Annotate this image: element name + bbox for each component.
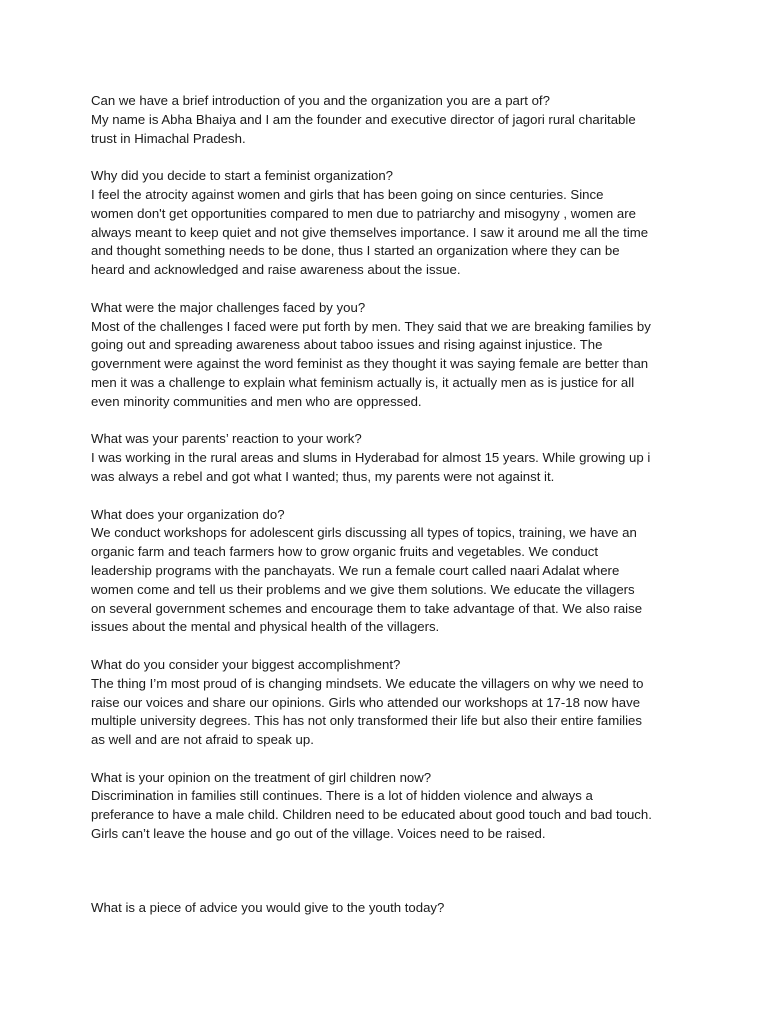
answer-line: women come and tell us their problems and we give them solutions. We educate the villagers [91,581,635,597]
qa-section-why-feminist [91,167,755,280]
answer-line: heard and acknowledged and raise awareness about the issue. [91,262,461,278]
answer-line: as well and are not afraid to speak up. [91,732,314,748]
answer-line: always meant to keep quiet and not give themselves importance. I saw it around me all the time [91,224,649,240]
answer-line: My name is Abha Bhaiya and I am the founder and executive director of jagori rural charitable [91,111,636,127]
answer-line: men it was a challenge to explain what feminism actually is, it actually men as is justice for all [91,374,635,390]
answer-line: Discrimination in families still continues. There is a lot of hidden violence and always a [91,788,593,804]
answer-line: leadership programs with the panchayats. We run a female court called naari Adalat where [91,562,620,578]
answer-line: The thing I’m most proud of is changing mindsets. We educate the villagers on why we need to [91,675,644,691]
qa-section-advice [91,899,755,918]
answer-line: going out and spreading awareness about taboo issues and rising against injustice. The [91,337,603,353]
answer-line: raise our voices and share our opinions. Girls who attended our workshops at 17-18 now have [91,694,641,710]
qa-section-challenges [91,299,755,412]
answer-line: government were against the word feminist as they thought it was saying female are better than [91,356,649,372]
qa-section-girl-children [91,769,755,844]
qa-section-parents-reaction [91,430,755,486]
question-text: What is your opinion on the treatment of girl children now? [91,769,432,785]
answer-line: women don't get opportunities compared to men due to patriarchy and misogyny , women are [91,205,636,221]
question-text: What does your organization do? [91,506,285,522]
qa-section-introduction [91,92,755,148]
answer-line: preferance to have a male child. Children need to be educated about good touch and bad touch. [91,807,652,823]
answer-line: Most of the challenges I faced were put forth by men. They said that we are breaking families by [91,318,651,334]
answer-line: issues about the mental and physical health of the villagers. [91,619,440,635]
question-text: Can we have a brief introduction of you and the organization you are a part of? [91,93,550,108]
answer-line: organic farm and teach farmers how to grow organic fruits and vegetables. We conduct [91,544,599,560]
answer-line: was always a rebel and got what I wanted; thus, my parents were not against it. [91,468,555,484]
answer-line: and thought something needs to be done, thus I started an organization where they can be [91,243,620,259]
blank-space [91,863,755,899]
document-page [91,92,755,936]
answer-line: on several government schemes and encourage them to take advantage of that. We also raise [91,600,643,616]
answer-line: I feel the atrocity against women and girls that has been going on since centuries. Since [91,186,604,202]
question-text: What were the major challenges faced by you? [91,299,366,315]
answer-line: We conduct workshops for adolescent girls discussing all types of topics, training, we have an [91,525,637,541]
qa-section-accomplishment [91,656,755,750]
answer-line: even minority communities and men who are oppressed. [91,393,422,409]
answer-line: multiple university degrees. This has not only transformed their life but also their entire families [91,713,642,729]
answer-line: Girls can’t leave the house and go out of the village. Voices need to be raised. [91,826,546,842]
answer-line: I was working in the rural areas and slums in Hyderabad for almost 15 years. While growing up i [91,450,651,466]
question-text: What do you consider your biggest accomplishment? [91,656,401,672]
question-text: What is a piece of advice you would give to the youth today? [91,899,445,915]
answer-line: trust in Himachal Pradesh. [91,130,246,146]
question-text: Why did you decide to start a feminist organization? [91,168,394,184]
qa-section-organization-work [91,506,755,638]
question-text: What was your parents’ reaction to your work? [91,431,362,447]
